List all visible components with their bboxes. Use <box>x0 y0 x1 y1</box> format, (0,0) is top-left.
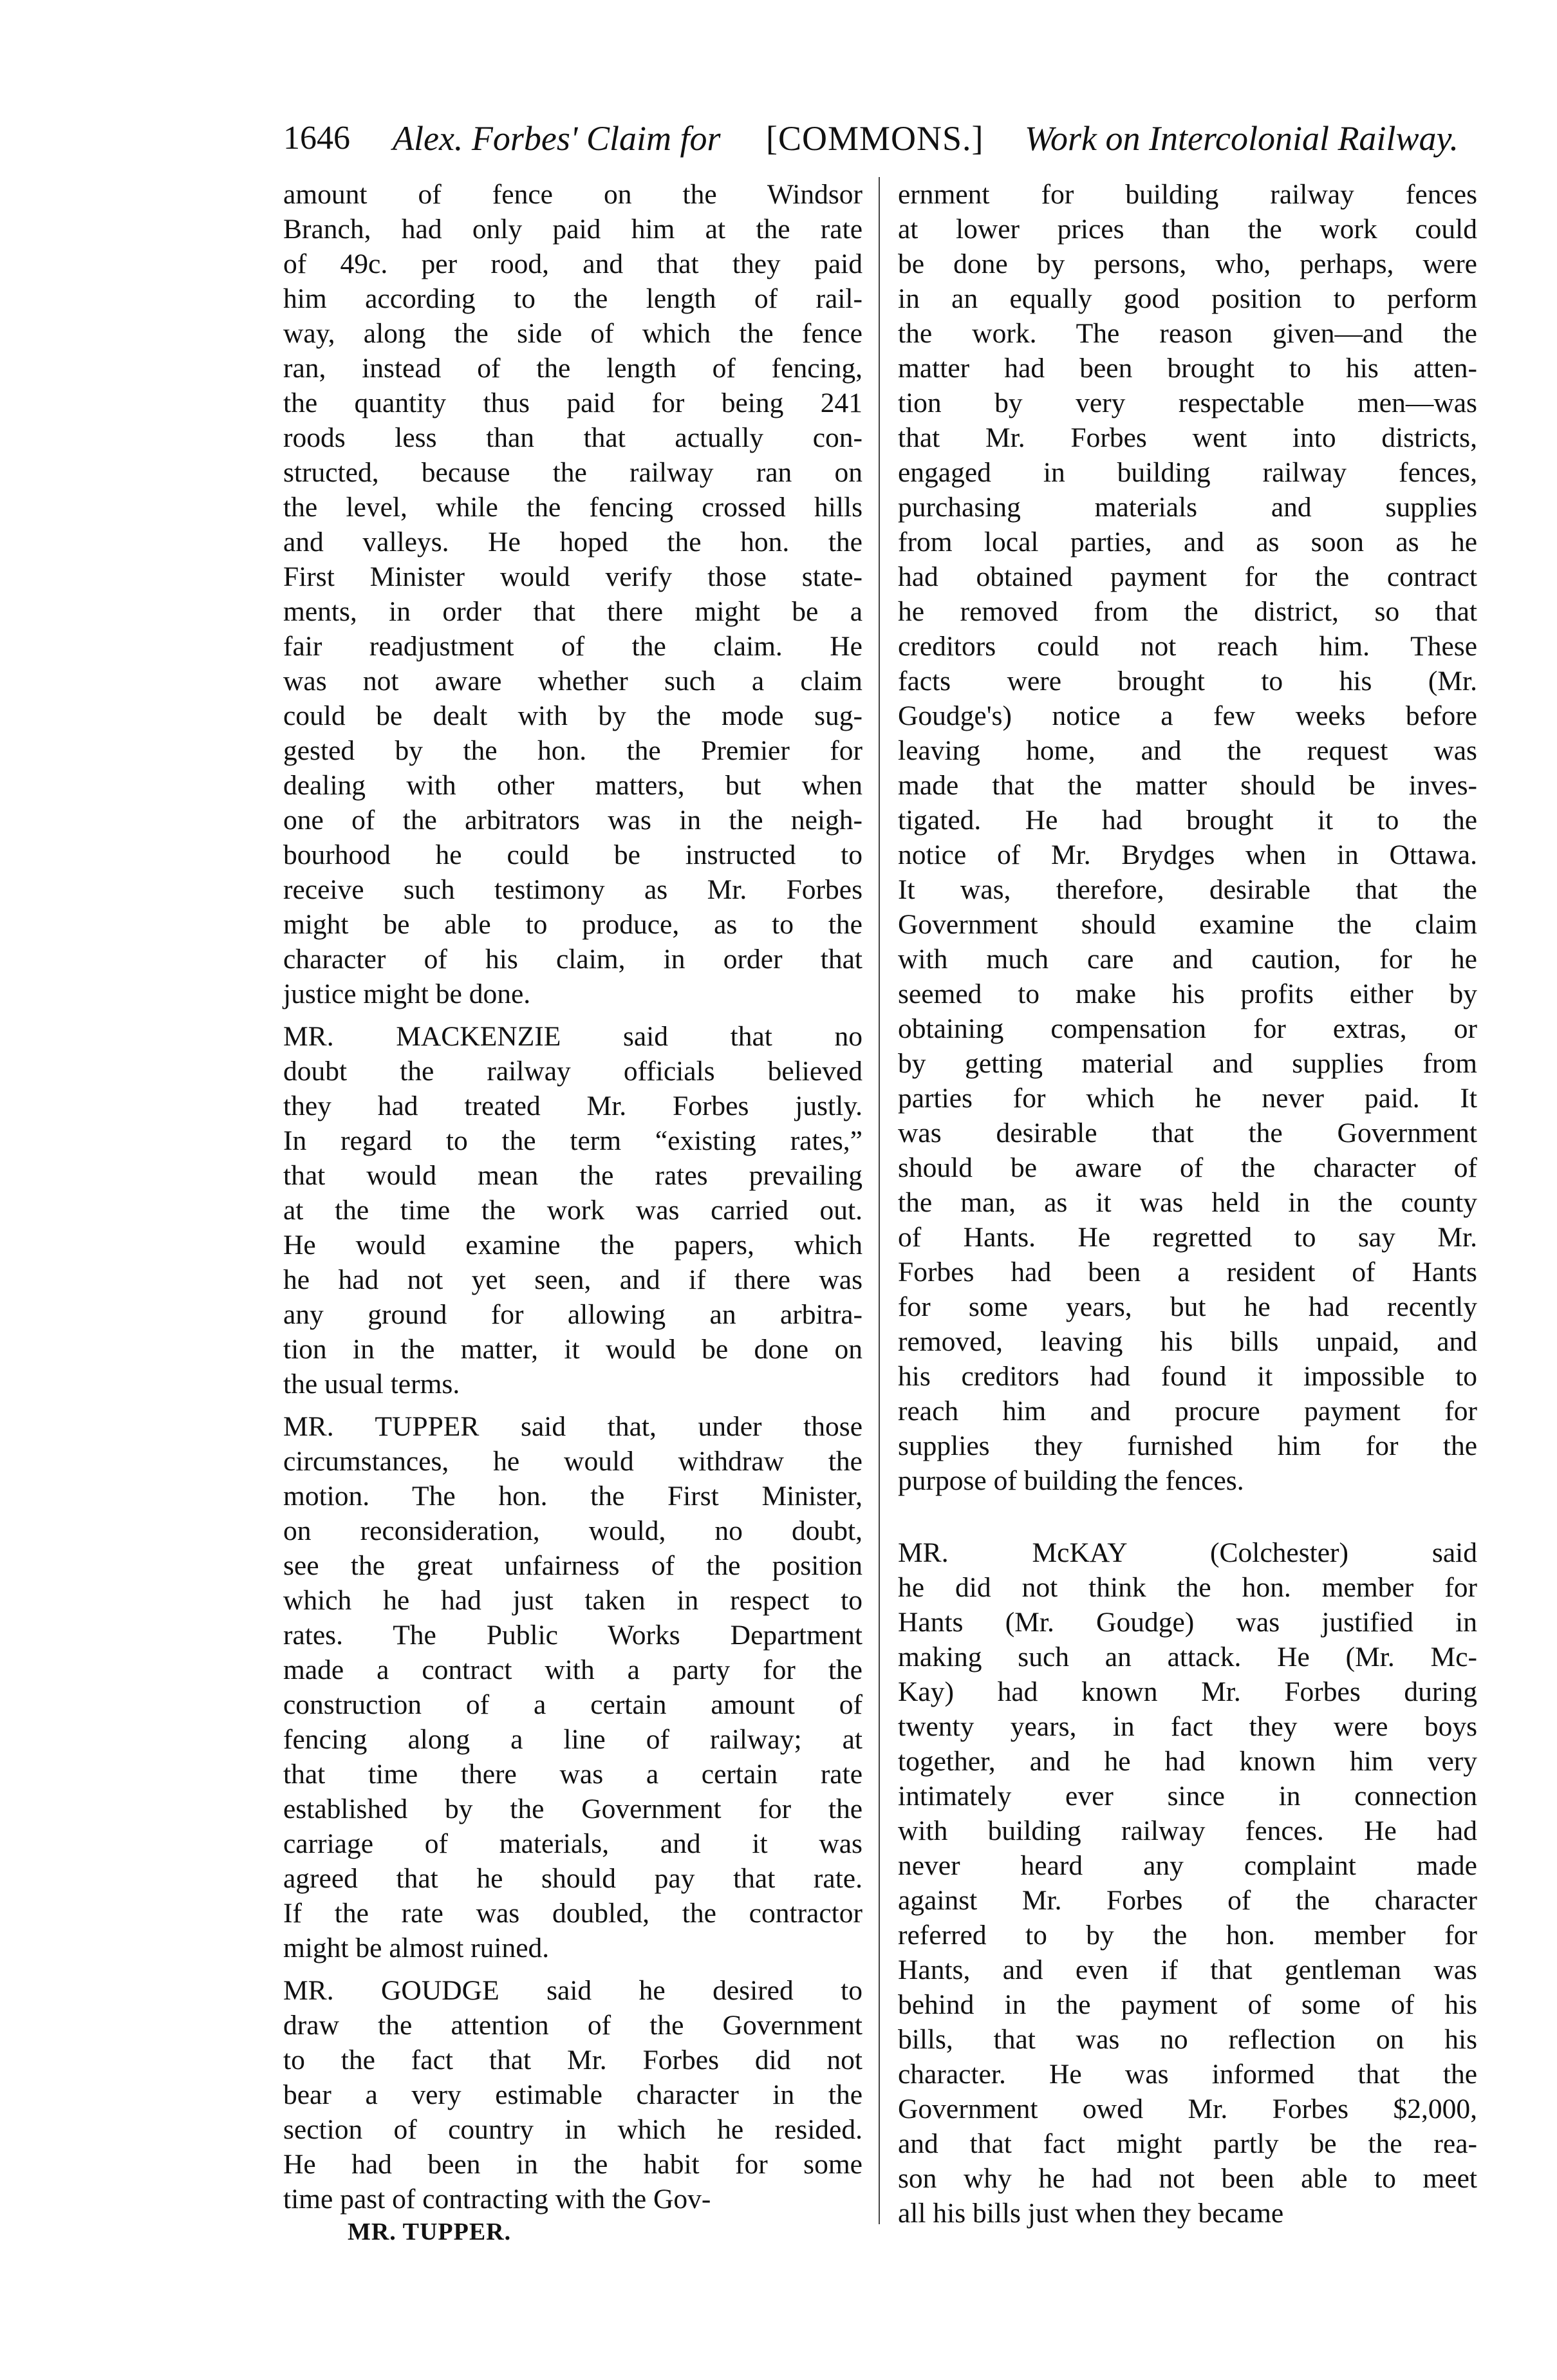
text-line: Government owed Mr. Forbes $2,000, <box>898 2094 1477 2124</box>
text-line: might be able to produce, as to the <box>283 909 862 940</box>
text-line: established by the Government for the <box>283 1794 862 1824</box>
text-line: way, along the side of which the fence <box>283 318 862 349</box>
paragraph-gap <box>283 1011 862 1019</box>
text-line: Branch, had only paid him at the rate <box>283 214 862 245</box>
text-line: referred to by the hon. member for <box>898 1920 1477 1951</box>
text-line: the quantity thus paid for being 241 <box>283 388 862 418</box>
text-line: of 49c. per rood, and that they paid <box>283 248 862 279</box>
text-line: tion in the matter, it would be done on <box>283 1334 862 1365</box>
text-line: he did not think the hon. member for <box>898 1572 1477 1603</box>
text-line: parties for which he never paid. It <box>898 1083 1477 1114</box>
text-line: might be almost ruined. <box>283 1933 550 1963</box>
text-line: of Hants. He regretted to say Mr. <box>898 1222 1477 1253</box>
text-line: amount of fence on the Windsor <box>283 179 862 210</box>
text-line: MR. TUPPER said that, under those <box>283 1411 862 1442</box>
paragraph-gap <box>283 1401 862 1409</box>
text-line: character. He was informed that the <box>898 2059 1477 2090</box>
text-line: circumstances, he would withdraw the <box>283 1446 862 1477</box>
text-line: by getting material and supplies from <box>898 1048 1477 1079</box>
text-line: If the rate was doubled, the contractor <box>283 1898 862 1929</box>
text-line: that Mr. Forbes went into districts, <box>898 422 1477 453</box>
text-line: behind in the payment of some of his <box>898 1989 1477 2020</box>
text-line: section of country in which he resided. <box>283 2114 862 2145</box>
text-line: Government should examine the claim <box>898 909 1477 940</box>
text-line: any ground for allowing an arbitra- <box>283 1299 862 1330</box>
text-line: purpose of building the fences. <box>898 1465 1244 1496</box>
text-line: the usual terms. <box>283 1369 460 1400</box>
text-line: It was, therefore, desirable that the <box>898 874 1477 905</box>
right-column <box>898 177 1477 2231</box>
text-line: time past of contracting with the Gov- <box>283 2184 711 2215</box>
text-line: Goudge's) notice a few weeks before <box>898 700 1477 731</box>
text-line: tion by very respectable men—was <box>898 388 1477 418</box>
text-line: they had treated Mr. Forbes justly. <box>283 1091 862 1121</box>
text-line: the man, as it was held in the county <box>898 1187 1477 1218</box>
text-line: which he had just taken in respect to <box>283 1585 862 1616</box>
text-line: dealing with other matters, but when <box>283 770 862 801</box>
text-line: engaged in building railway fences, <box>898 457 1477 488</box>
text-line: for some years, but he had recently <box>898 1291 1477 1322</box>
text-line: MR. GOUDGE said he desired to <box>283 1975 862 2006</box>
text-line: MR. MACKENZIE said that no <box>283 1021 862 1052</box>
text-line: character of his claim, in order that <box>283 944 862 975</box>
text-line: tigated. He had brought it to the <box>898 805 1477 836</box>
text-line: bourhood he could be instructed to <box>283 839 862 870</box>
text-line: in an equally good position to perform <box>898 283 1477 314</box>
text-line: obtaining compensation for extras, or <box>898 1013 1477 1044</box>
header-right-title: Work on Intercolonial Railway. <box>1025 119 1459 158</box>
text-line: First Minister would verify those state- <box>283 561 862 592</box>
text-line: facts were brought to his (Mr. <box>898 666 1477 697</box>
text-line: against Mr. Forbes of the character <box>898 1885 1477 1916</box>
text-line: son why he had not been able to meet <box>898 2163 1477 2194</box>
text-line: justice might be done. <box>283 979 531 1009</box>
text-line: all his bills just when they became <box>898 2198 1284 2229</box>
text-line: intimately ever since in connection <box>898 1781 1477 1812</box>
text-line: was not aware whether such a claim <box>283 666 862 697</box>
header-house: [COMMONS.] <box>766 119 984 158</box>
text-line: creditors could not reach him. These <box>898 631 1477 662</box>
text-line: gested by the hon. the Premier for <box>283 735 862 766</box>
text-line: never heard any complaint made <box>898 1850 1477 1881</box>
text-line: construction of a certain amount of <box>283 1689 862 1720</box>
text-line: and valleys. He hoped the hon. the <box>283 527 862 558</box>
paragraph-gap <box>283 1965 862 1973</box>
text-line: from local parties, and as soon as he <box>898 527 1477 558</box>
text-line: reach him and procure payment for <box>898 1396 1477 1427</box>
text-line: together, and he had known him very <box>898 1746 1477 1777</box>
text-line: with building railway fences. He had <box>898 1815 1477 1846</box>
text-line: he removed from the district, so that <box>898 596 1477 627</box>
text-line: He would examine the papers, which <box>283 1230 862 1260</box>
text-line: one of the arbitrators was in the neigh- <box>283 805 862 836</box>
text-line: fencing along a line of railway; at <box>283 1724 862 1755</box>
text-line: motion. The hon. the First Minister, <box>283 1481 862 1512</box>
text-line: ments, in order that there might be a <box>283 596 862 627</box>
text-line: had obtained payment for the contract <box>898 561 1477 592</box>
text-line: that would mean the rates prevailing <box>283 1160 862 1191</box>
text-line: removed, leaving his bills unpaid, and <box>898 1326 1477 1357</box>
text-line: his creditors had found it impossible to <box>898 1361 1477 1392</box>
text-line: was desirable that the Government <box>898 1118 1477 1148</box>
header-left-title: Alex. Forbes' Claim for <box>393 119 721 158</box>
text-line: He had been in the habit for some <box>283 2149 862 2180</box>
text-line: see the great unfairness of the position <box>283 1550 862 1581</box>
text-line: Hants (Mr. Goudge) was justified in <box>898 1607 1477 1638</box>
text-line: ernment for building railway fences <box>898 179 1477 210</box>
footer-signature: MR. TUPPER. <box>348 2218 512 2245</box>
text-line: leaving home, and the request was <box>898 735 1477 766</box>
text-line: be done by persons, who, perhaps, were <box>898 248 1477 279</box>
text-line: Forbes had been a resident of Hants <box>898 1257 1477 1288</box>
text-line: Kay) had known Mr. Forbes during <box>898 1676 1477 1707</box>
text-line: him according to the length of rail- <box>283 283 862 314</box>
column-divider <box>879 177 880 2224</box>
text-line: draw the attention of the Government <box>283 2010 862 2041</box>
paragraph-gap <box>898 1498 1477 1535</box>
text-line: the work. The reason given—and the <box>898 318 1477 349</box>
text-line: ran, instead of the length of fencing, <box>283 353 862 384</box>
text-line: In regard to the term “existing rates,” <box>283 1125 862 1156</box>
page-number: 1646 <box>283 120 350 156</box>
text-line: to the fact that Mr. Forbes did not <box>283 2045 862 2075</box>
text-line: at the time the work was carried out. <box>283 1195 862 1226</box>
text-line: making such an attack. He (Mr. Mc- <box>898 1642 1477 1673</box>
text-line: doubt the railway officials believed <box>283 1056 862 1087</box>
text-line: bills, that was no reflection on his <box>898 2024 1477 2055</box>
text-line: supplies they furnished him for the <box>898 1430 1477 1461</box>
text-line: roods less than that actually con- <box>283 422 862 453</box>
text-line: should be aware of the character of <box>898 1152 1477 1183</box>
text-line: Hants, and even if that gentleman was <box>898 1954 1477 1985</box>
text-line: rates. The Public Works Department <box>283 1620 862 1651</box>
text-line: twenty years, in fact they were boys <box>898 1711 1477 1742</box>
text-line: the level, while the fencing crossed hills <box>283 492 862 523</box>
text-line: structed, because the railway ran on <box>283 457 862 488</box>
text-line: MR. McKAY (Colchester) said <box>898 1537 1477 1568</box>
text-line: and that fact might partly be the rea- <box>898 2128 1477 2159</box>
text-line: purchasing materials and supplies <box>898 492 1477 523</box>
text-line: that time there was a certain rate <box>283 1759 862 1790</box>
text-line: agreed that he should pay that rate. <box>283 1863 862 1894</box>
running-header <box>283 103 1474 174</box>
text-line: matter had been brought to his atten- <box>898 353 1477 384</box>
text-line: notice of Mr. Brydges when in Ottawa. <box>898 839 1477 870</box>
left-column <box>283 177 862 2216</box>
text-line: with much care and caution, for he <box>898 944 1477 975</box>
text-line: could be dealt with by the mode sug- <box>283 700 862 731</box>
text-line: seemed to make his profits either by <box>898 979 1477 1009</box>
text-line: receive such testimony as Mr. Forbes <box>283 874 862 905</box>
text-line: bear a very estimable character in the <box>283 2079 862 2110</box>
text-line: made that the matter should be inves- <box>898 770 1477 801</box>
text-line: fair readjustment of the claim. He <box>283 631 862 662</box>
text-line: he had not yet seen, and if there was <box>283 1264 862 1295</box>
text-line: made a contract with a party for the <box>283 1654 862 1685</box>
text-line: on reconsideration, would, no doubt, <box>283 1515 862 1546</box>
text-line: at lower prices than the work could <box>898 214 1477 245</box>
text-line: carriage of materials, and it was <box>283 1828 862 1859</box>
